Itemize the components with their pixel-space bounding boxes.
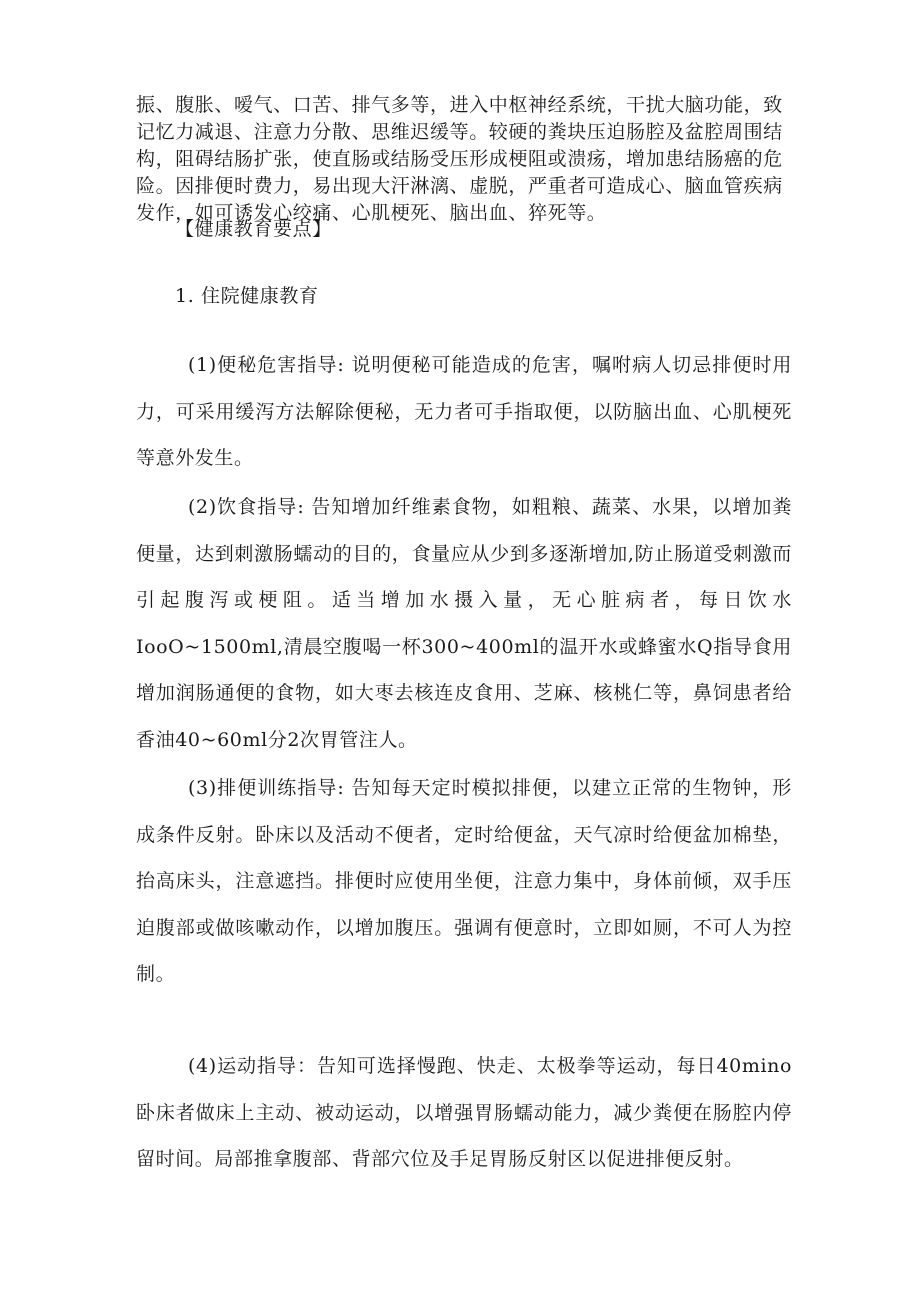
item-constipation-harm: (1)便秘危害指导: 说明便秘可能造成的危害，嘱咐病人切忌排便时用力，可采用缓泻方法解除便秘，无力者可手指取便，以防脑出血、心肌梗死等意外发生。 [136, 354, 792, 469]
section-heading: 【健康教育要点】 [175, 218, 332, 240]
intro-paragraph: 振、腹胀、嗳气、口苦、排气多等，进入中枢神经系统，干扰大脑功能，致记忆力减退、注意力分散、思维迟缓等。较硬的粪块压迫肠腔及盆腔周围结构，阻碍结肠扩张，使直肠或结肠受压形成梗阻或溃疡，增加患结肠癌的危险。因排便时费力，易出现大汗淋漓、虚脱，严重者可造成心、脑血管疾病发作，如可诱发心绞痛、心肌梗死、脑出血、猝死等。 [136, 94, 783, 224]
item-exercise-guidance: (4)运动指导：告知可选择慢跑、快走、太极拳等运动，每日40mino卧床者做床上主动、被动运动，以增强胃肠蠕动能力，减少粪便在肠腔内停留时间。局部推拿腹部、背部穴位及手足胃肠反射区以促进排便反射。 [136, 1055, 792, 1170]
subsection-heading: 1. 住院健康教育 [175, 285, 319, 307]
item-defecation-training: (3)排便训练指导: 告知每天定时模拟排便，以建立正常的生物钟，形成条件反射。卧床以及活动不便者，定时给便盆，天气凉时给便盆加棉垫，抬高床头，注意遮挡。排便时应使用坐便，注意力集中，身体前倾，双手压迫腹部或做咳嗽动作，以增加腹压。强调有便意时，立即如厕，不可人为控制。 [136, 777, 792, 985]
item-diet-guidance: (2)饮食指导: 告知增加纤维素食物，如粗粮、蔬菜、水果，以增加粪便量，达到刺激肠蠕动的目的，食量应从少到多逐渐增加,防止肠道受刺激而引起腹泻或梗阻。适当增加水摄入量，无心脏病者，每日饮水IooO~1500ml,清晨空腹喝一杯300~400ml的温开水或蜂蜜水Q指导食用增加润肠通便的食物，如大枣去核连皮食用、芝麻、核桃仁等，鼻饲患者给香油40~60ml分2次胃管注人。 [136, 496, 792, 751]
